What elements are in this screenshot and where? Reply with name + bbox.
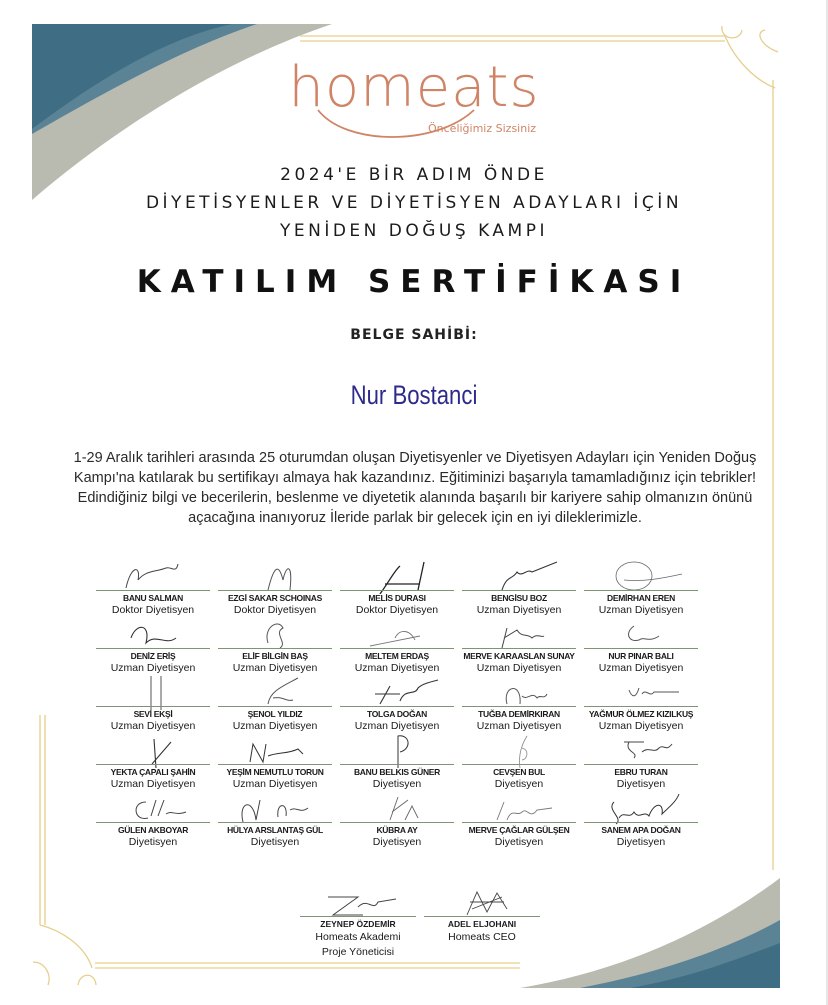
signature-line xyxy=(340,822,454,823)
signature-block xyxy=(462,792,576,850)
signatory-name: YEKTA ÇAPALI ŞAHİN xyxy=(110,767,196,777)
headline-line-3: YENİDEN DOĞUŞ KAMPI xyxy=(279,221,548,241)
signatory-name: TOLGA DOĞAN xyxy=(367,709,427,719)
signature-block xyxy=(96,792,210,850)
signature-scribble xyxy=(318,887,398,919)
signatory-name: BANU SALMAN xyxy=(123,593,183,603)
signatory-role: Uzman Diyetisyen xyxy=(598,604,684,616)
signature-line xyxy=(96,590,210,591)
signatory-name: EZGİ SAKAR SCHOINAS xyxy=(228,593,322,603)
signature-line xyxy=(584,648,698,649)
signatory-name: GÜLEN AKBOYAR xyxy=(117,825,189,835)
signature-line xyxy=(462,706,576,707)
signatory-role: Uzman Diyetisyen xyxy=(354,720,440,732)
signatory-row xyxy=(96,676,732,734)
signature-block xyxy=(340,560,454,618)
signature-scribble xyxy=(360,792,440,826)
signature-block xyxy=(218,792,332,850)
signature-block xyxy=(584,734,698,792)
signature-block-project-manager xyxy=(300,885,416,965)
signatory-role xyxy=(290,930,426,960)
signature-line xyxy=(218,590,332,591)
signature-scribble xyxy=(604,792,684,826)
signature-block xyxy=(96,560,210,618)
signature-scribble xyxy=(482,734,562,768)
signatory-name: SANEM APA DOĞAN xyxy=(601,825,681,835)
signature-line xyxy=(300,916,416,917)
signatory-role: Uzman Diyetisyen xyxy=(354,662,440,674)
signatory-role: Diyetisyen xyxy=(616,778,666,790)
signature-block xyxy=(340,676,454,734)
signature-scribble xyxy=(604,618,684,652)
signatory-name: MELTEM ERDAŞ xyxy=(365,651,429,661)
signature-line xyxy=(340,648,454,649)
signature-scribble xyxy=(482,618,562,652)
signature-block xyxy=(462,618,576,676)
signature-scribble xyxy=(442,887,522,919)
signature-scribble xyxy=(360,734,440,768)
signature-scribble xyxy=(360,560,440,594)
signatory-role: Diyetisyen xyxy=(494,778,544,790)
signatory-name: YEŞİM NEMUTLU TORUN xyxy=(226,767,324,777)
signatory-role: Uzman Diyetisyen xyxy=(476,604,562,616)
signature-line xyxy=(96,822,210,823)
role-line-1: Homeats Akademi xyxy=(315,931,401,943)
signatory-role: Diyetisyen xyxy=(372,778,422,790)
signatory-name: NUR PINAR BALI xyxy=(608,651,674,661)
signatory-name: DENİZ ERİŞ xyxy=(130,651,176,661)
signature-line xyxy=(340,764,454,765)
signatory-row xyxy=(96,560,732,618)
signature-scribble xyxy=(238,792,318,826)
signature-line xyxy=(424,916,540,917)
signature-block xyxy=(218,560,332,618)
signature-block xyxy=(584,618,698,676)
signature-scribble xyxy=(116,792,196,826)
signatory-role: Diyetisyen xyxy=(128,836,178,848)
signatory-role: Uzman Diyetisyen xyxy=(476,662,562,674)
signature-line xyxy=(584,706,698,707)
signature-line xyxy=(584,822,698,823)
signatory-role: Doktor Diyetisyen xyxy=(355,604,439,616)
signature-block xyxy=(218,734,332,792)
signatory-row xyxy=(96,618,732,676)
role-line-2: Proje Yöneticisi xyxy=(321,946,395,958)
signature-scribble xyxy=(238,618,318,652)
signature-block xyxy=(340,792,454,850)
signature-scribble xyxy=(482,560,562,594)
signature-block xyxy=(218,618,332,676)
signature-scribble xyxy=(604,560,684,594)
signature-block xyxy=(462,676,576,734)
signatory-role: Diyetisyen xyxy=(616,836,666,848)
signature-scribble xyxy=(238,734,318,768)
signatory-role: Uzman Diyetisyen xyxy=(110,720,196,732)
signatory-name: KÜBRA AY xyxy=(376,825,418,835)
signatory-name: MELİS DURASI xyxy=(368,593,426,603)
signatory-name: EBRU TURAN xyxy=(614,767,668,777)
signature-scribble xyxy=(116,734,196,768)
signature-line xyxy=(584,590,698,591)
signature-scribble xyxy=(604,734,684,768)
signatory-role: Doktor Diyetisyen xyxy=(111,604,195,616)
signature-line xyxy=(218,706,332,707)
signatory-name: TUĞBA DEMİRKIRAN xyxy=(478,709,560,719)
logo-wordmark: homeats xyxy=(288,55,540,120)
signature-scribble xyxy=(238,676,318,710)
signature-line xyxy=(96,706,210,707)
signatory-role: Uzman Diyetisyen xyxy=(598,720,684,732)
signature-scribble xyxy=(360,676,440,710)
signature-scribble xyxy=(482,792,562,826)
signature-line xyxy=(462,822,576,823)
leadership-signatures xyxy=(300,885,548,965)
signatory-role xyxy=(414,930,550,945)
signature-line xyxy=(96,648,210,649)
signatory-name: HÜLYA ARSLANTAŞ GÜL xyxy=(227,825,323,835)
signature-scribble xyxy=(482,676,562,710)
signatory-role: Uzman Diyetisyen xyxy=(598,662,684,674)
signatory-role: Uzman Diyetisyen xyxy=(232,662,318,674)
signature-block xyxy=(584,560,698,618)
signature-line xyxy=(218,764,332,765)
signature-block xyxy=(218,676,332,734)
signature-scribble xyxy=(116,560,196,594)
signatory-name: BENGİSU BOZ xyxy=(491,593,547,603)
signature-block-ceo xyxy=(424,885,540,965)
signature-line xyxy=(340,590,454,591)
signature-block xyxy=(96,734,210,792)
signatory-row xyxy=(96,792,732,850)
corner-wave-decoration-bottom-right xyxy=(520,878,780,988)
signature-scribble xyxy=(360,618,440,652)
homeats-logo xyxy=(0,55,828,135)
headline-line-1: 2024'E BİR ADIM ÖNDE xyxy=(280,165,548,185)
signature-block xyxy=(96,618,210,676)
signatory-name: SEVİ EKŞİ xyxy=(133,709,173,719)
signatory-name: ELİF BİLGİN BAŞ xyxy=(242,651,308,661)
signature-line xyxy=(96,764,210,765)
signature-block xyxy=(462,734,576,792)
signatory-name: ŞENOL YILDIZ xyxy=(247,709,303,719)
signatory-role: Diyetisyen xyxy=(372,836,422,848)
signatory-role: Uzman Diyetisyen xyxy=(110,778,196,790)
signature-scribble xyxy=(116,676,196,710)
certificate-body-text: 1-29 Aralık tarihleri arasında 25 oturumdan oluşan Diyetisyenler ve Diyetisyen Adayları için Yeniden Doğuş Kampı'na katılarak bu sertifikayı almaya hak kazandınız. Eğitiminizi başarıyla tamamladığınız için tebrikler! Edindiğiniz bilgi ve becerilerin, beslenme ve diyetetik alanında başarılı bir kariyere sahip olmanızın önünü açacağına inanıyoruz İleride parlak bir gelecek için en iyi dileklerimizle. xyxy=(73,450,757,526)
signature-line xyxy=(584,764,698,765)
signatory-role: Uzman Diyetisyen xyxy=(232,778,318,790)
signature-block xyxy=(96,676,210,734)
headline-line-2: DİYETİSYENLER VE DİYETİSYEN ADAYLARI İÇİN xyxy=(145,193,683,213)
signature-line xyxy=(340,706,454,707)
signature-block xyxy=(340,618,454,676)
logo-tagline: Önceliğimiz Sizsiniz xyxy=(428,122,537,135)
signatory-name: MERVE KARAASLAN SUNAY xyxy=(463,651,575,661)
signature-scribble xyxy=(238,560,318,594)
signatory-role: Uzman Diyetisyen xyxy=(110,662,196,674)
signatory-role: Doktor Diyetisyen xyxy=(233,604,317,616)
signature-block xyxy=(340,734,454,792)
signatory-name: DEMİRHAN EREN xyxy=(607,593,675,603)
signatory-role: Uzman Diyetisyen xyxy=(232,720,318,732)
signature-line xyxy=(218,648,332,649)
signature-line xyxy=(462,648,576,649)
signatory-role: Uzman Diyetisyen xyxy=(476,720,562,732)
signatory-name: YAĞMUR ÖLMEZ KIZILKUŞ xyxy=(588,709,694,719)
signature-block xyxy=(584,676,698,734)
signature-block xyxy=(462,560,576,618)
signature-block xyxy=(584,792,698,850)
signatories-grid xyxy=(96,560,732,850)
signature-scribble xyxy=(604,676,684,710)
signatory-name: MERVE ÇAĞLAR GÜLŞEN xyxy=(468,825,570,835)
signatory-name: ZEYNEP ÖZDEMİR xyxy=(320,919,396,929)
holder-label: BELGE SAHİBİ: xyxy=(350,327,478,343)
signature-line xyxy=(218,822,332,823)
signatory-role: Diyetisyen xyxy=(494,836,544,848)
signatory-role: Diyetisyen xyxy=(250,836,300,848)
signature-scribble xyxy=(116,618,196,652)
signatory-row xyxy=(96,734,732,792)
role-line-1: Homeats CEO xyxy=(448,931,516,943)
signatory-name: ADEL ELJOHANI xyxy=(447,919,517,929)
signatory-name: BANU BELKIS GÜNER xyxy=(353,767,441,777)
signatory-name: CEVŞEN BUL xyxy=(493,767,545,777)
certificate-title: KATILIM SERTİFİKASI xyxy=(136,264,692,300)
holder-name: Nur Bostanci xyxy=(350,380,478,410)
signature-line xyxy=(462,764,576,765)
signature-line xyxy=(462,590,576,591)
